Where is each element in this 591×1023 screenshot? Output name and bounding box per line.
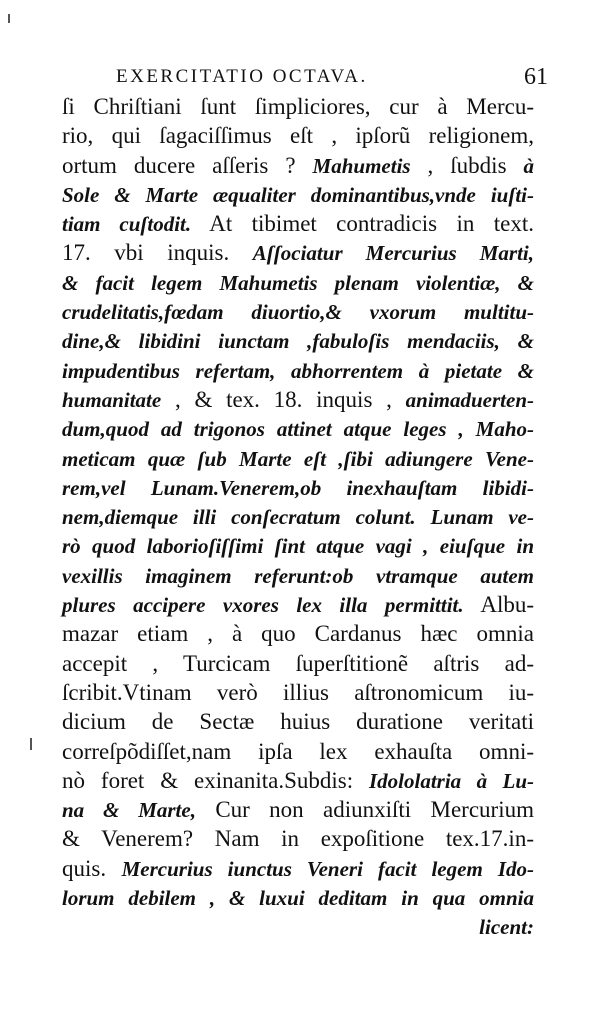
roman-text: quis. (62, 855, 122, 881)
margin-mark (8, 14, 10, 23)
text-line (62, 678, 534, 707)
italic-text: licent: (479, 915, 534, 940)
italic-text: crudelitatis,fœdam diuortio,& vxorum multitu- (62, 300, 534, 325)
text-line (62, 92, 534, 121)
roman-text: , & tex. 18. inquis , (161, 386, 406, 412)
roman-text: dicium de Sectæ huius duratione veritati (62, 709, 534, 735)
italic-text: & facit legem Mahumetis plenam violentiæ, & (62, 270, 534, 295)
italic-text: rem,vel Lunam.Venerem,ob inexhauſtam libidi- (62, 475, 534, 500)
margin-mark (30, 738, 32, 750)
text-line (62, 151, 534, 180)
text-line (62, 414, 534, 443)
italic-text: nem,diemque illi conſecratum colunt. Lunam ve- (62, 505, 534, 530)
italic-text: plures accipere vxores lex illa permittit. (62, 593, 464, 618)
text-line (62, 326, 534, 355)
roman-text: , ſubdis (410, 152, 524, 178)
roman-text: correſpõdiſſet,nam ipſa lex exhauſta omni- (62, 738, 534, 764)
italic-text: animaduerten- (405, 387, 534, 412)
italic-text: meticam quæ ſub Marte eſt ,ſibi adiungere Vene- (62, 446, 534, 471)
italic-text: rò quod laborioſiſſimi ſint atque vagi , eiuſque in (62, 534, 534, 559)
text-line (62, 268, 534, 297)
italic-text: Mercurius iunctus Veneri facit legem Ido- (121, 856, 534, 881)
text-line (62, 766, 534, 795)
roman-text: Albu- (463, 592, 535, 618)
italic-text: Idololatria à Lu- (369, 768, 534, 793)
body-text (62, 92, 534, 942)
italic-text: dum,quod ad trigonos attinet atque leges , Maho- (62, 417, 534, 442)
italic-text: à (523, 153, 534, 178)
roman-text: 17. vbi inquis. (62, 240, 253, 266)
text-line (62, 356, 534, 385)
italic-text: lorum debilem , & luxui deditam in qua omnia (62, 886, 534, 911)
text-line (62, 561, 534, 590)
text-line (62, 649, 534, 678)
running-title: EXERCITATIO OCTAVA. (116, 66, 368, 87)
italic-text: Aſſociatur Mercurius Marti, (252, 241, 535, 266)
italic-text: impudentibus refertam, abhorrentem à pietate & (62, 358, 534, 383)
text-line (62, 619, 534, 648)
text-line (62, 590, 534, 619)
roman-text: rio, qui ſagaciſſimus eſt , ipſorũ religionem, (62, 123, 534, 149)
italic-text: Sole & Marte æqualiter dominantibus,vnde iuſti- (62, 182, 534, 207)
text-line (62, 912, 534, 941)
text-line (62, 238, 534, 267)
text-line (62, 824, 534, 853)
text-line (62, 502, 534, 531)
text-line (62, 297, 534, 326)
text-line (62, 121, 534, 150)
text-line (62, 473, 534, 502)
text-line (62, 444, 534, 473)
roman-text: mazar etiam , à quo Cardanus hæc omnia (62, 621, 534, 647)
text-line (62, 180, 534, 209)
italic-text: na & Marte, (62, 798, 196, 823)
italic-text: Mahumetis (312, 153, 411, 178)
text-line (62, 854, 534, 883)
text-line (62, 737, 534, 766)
page-number: 61 (524, 64, 548, 90)
italic-text: humanitate (62, 387, 162, 412)
text-line (62, 795, 534, 824)
italic-text: vexillis imaginem referunt:ob vtramque autem (62, 563, 534, 588)
roman-text: ſi Chriſtiani ſunt ſimpliciores, cur à Mercu- (62, 94, 534, 119)
text-line (62, 385, 534, 414)
roman-text: Cur non adiunxiſti Mercurium (195, 797, 534, 823)
italic-text: dine,& libidini iunctam ,fabuloſis mendaciis, & (62, 329, 534, 354)
roman-text: At tibimet contradicis in text. (191, 211, 534, 237)
roman-text: & Venerem? Nam in expoſitione tex.17.in- (62, 826, 534, 852)
roman-text: accepit , Turcicam ſuperſtitionẽ aſtris ad- (62, 650, 534, 676)
italic-text: tiam cuſtodit. (62, 212, 192, 237)
text-line (62, 209, 534, 238)
roman-text: ſcribit.Vtinam verò illius aſtronomicum iu- (62, 679, 534, 705)
roman-text: ortum ducere aſſeris ? (62, 152, 313, 178)
text-line (62, 883, 534, 912)
text-line (62, 531, 534, 560)
roman-text: nò foret & exinanita.Subdis: (62, 767, 369, 793)
text-line (62, 707, 534, 736)
